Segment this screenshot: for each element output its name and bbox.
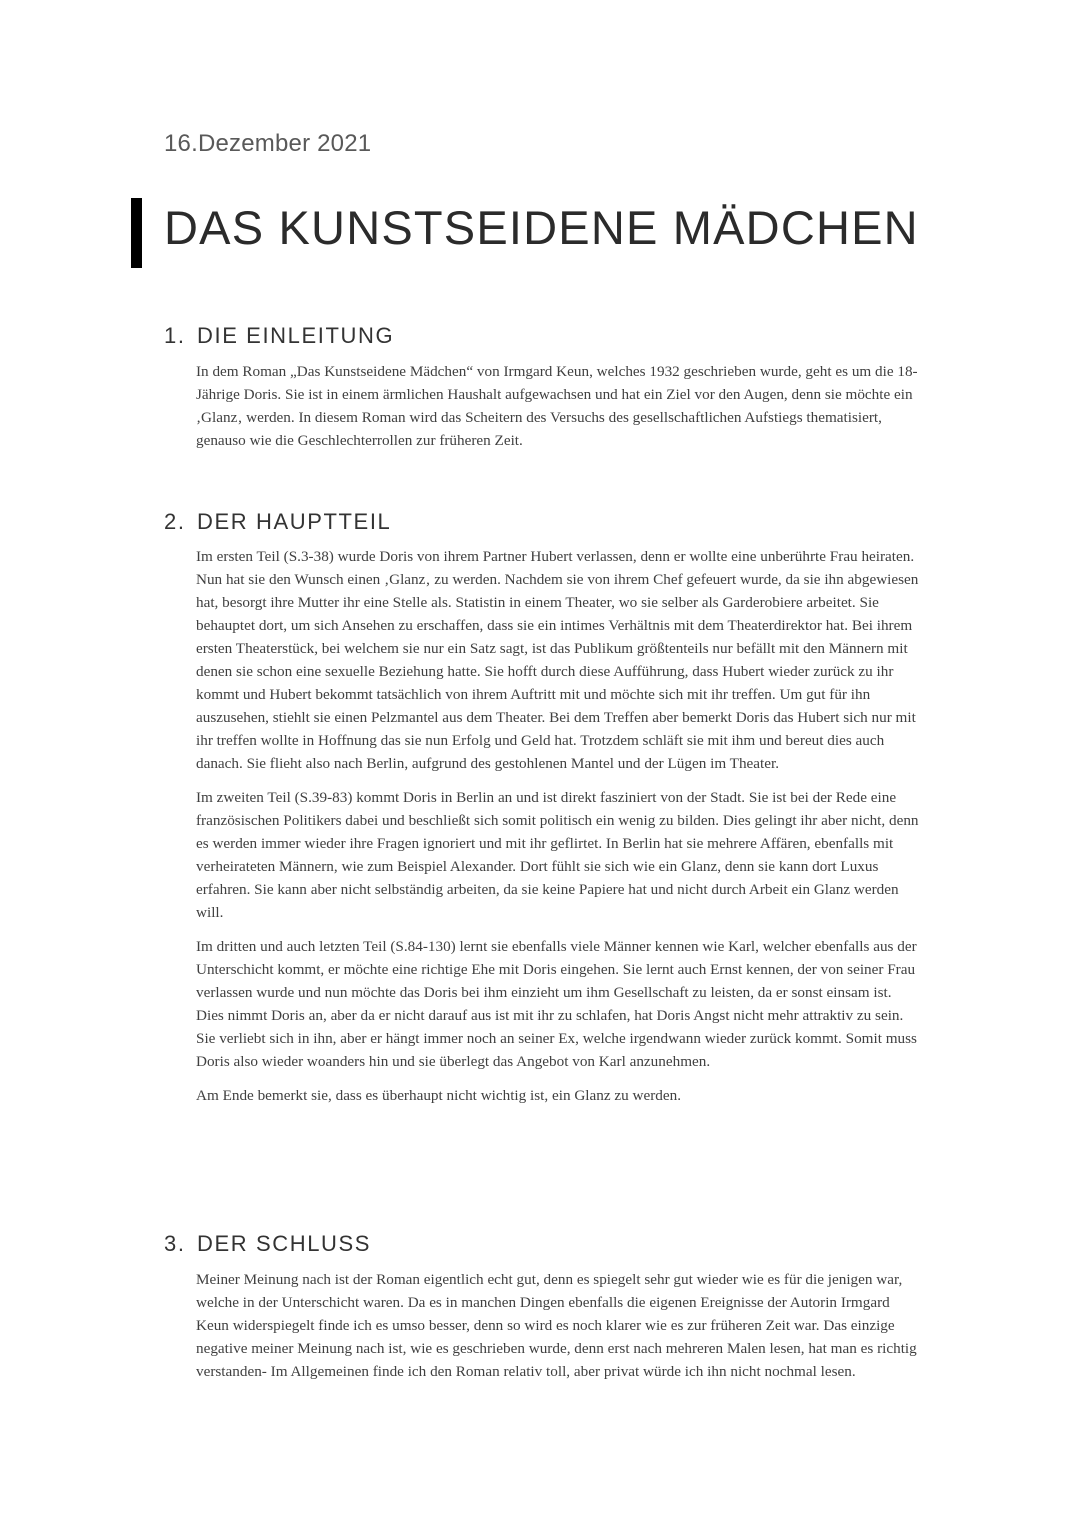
paragraph: Im dritten und auch letzten Teil (S.84-130) lernt sie ebenfalls viele Männer kennen wie Karl, welcher ebenfalls aus der Unterschicht kommt, er möchte eine richtige Ehe mit Doris eingehen. Sie lernt auch Ernst kennen, der von seiner Frau verlassen wurde und nun möchte das Doris bei ihm einzieht um ihm Gesellschaft zu leisten, da er sonst einsam ist. Dies nimmt Doris an, aber da er nicht darauf aus ist mit ihr zu schlafen, hat Doris Angst nicht mehr attraktiv zu sein. Sie verliebt sich in ihn, aber er hängt immer noch an seiner Ex, welche irgendwann wieder zurück kommt. Somit muss Doris also wieder woanders hin und sie überlegt das Angebot von Karl anzunehmen. xyxy=(196,938,917,1070)
section-heading-text: DER HAUPTTEIL xyxy=(197,509,392,534)
paragraph: Meiner Meinung nach ist der Roman eigentlich echt gut, denn es spiegelt sehr gut wieder wie es für die jenigen war, welche in der Unterschicht waren. Da es in manchen Dingen ebenfalls die eigenen Ereignisse der Autorin Irmgard Keun widerspiegelt finde ich es umso besser, denn so wird es noch klarer wie es zur früheren Zeit war. Das einzige negative meiner Meinung nach ist, wie es geschrieben wurde, denn erst nach mehreren Malen lesen, hat man es richtig verstanden- Im Allgemeinen finde ich den Roman relativ toll, aber privat würde ich ihn nicht nochmal lesen. xyxy=(196,1271,917,1380)
section-number: 1. xyxy=(164,323,186,348)
section-body-schluss xyxy=(196,1268,920,1394)
section-heading-einleitung xyxy=(164,323,394,349)
section-body-einleitung xyxy=(196,360,920,463)
section-number: 2. xyxy=(164,509,186,534)
section-heading-schluss xyxy=(164,1231,371,1257)
section-heading-text: DIE EINLEITUNG xyxy=(197,323,395,348)
paragraph: Am Ende bemerkt sie, dass es überhaupt nicht wichtig ist, ein Glanz zu werden. xyxy=(196,1087,682,1104)
document-date: 16.Dezember 2021 xyxy=(164,130,372,157)
document-title: DAS KUNSTSEIDENE MÄDCHEN xyxy=(164,201,919,254)
title-accent-bar xyxy=(131,198,142,268)
section-heading-hauptteil xyxy=(164,509,391,535)
paragraph: In dem Roman „Das Kunstseidene Mädchen“ von Irmgard Keun, welches 1932 geschrieben wurde, geht es um die 18-Jährige Doris. Sie ist in einem ärmlichen Haushalt aufgewachsen und hat ein Ziel vor den Augen, denn sie möchte ein ‚Glanz‚ werden. In diesem Roman wird das Scheitern des Versuchs des gesellschaftlichen Aufstiegs thematisiert, genauso wie die Geschlechterrollen zur früheren Zeit. xyxy=(196,363,918,449)
paragraph: Im ersten Teil (S.3-38) wurde Doris von ihrem Partner Hubert verlassen, denn er wollte eine unberührte Frau heiraten. Nun hat sie den Wunsch einen ‚Glanz‚ zu werden. Nachdem sie von ihrem Chef gefeuert wurde, da sie ihn abgewiesen hat, besorgt ihre Mutter ihr eine Stelle als. Statistin in einem Theater, wo sie selber als Garderobiere arbeitet. Sie behauptet dort, um sich Ansehen zu erschaffen, dass sie ein intimes Verhältnis mit dem Theaterdirektor hat. Bei ihrem ersten Theaterstück, bei welchem sie nur ein Satz sagt, ist das Publikum größtenteils nur befällt mit den Männern mit denen sie schon eine sexuelle Beziehung hatte. Sie hofft durch diese Aufführung, dass Hubert wieder zurück zu ihr kommt und Hubert bekommt tatsächlich von ihrem Auftritt mit und möchte sich mit ihr treffen. Um gut für ihn auszusehen, stiehlt sie einen Pelzmantel aus dem Theater. Bei dem Treffen aber bemerkt Doris das Hubert sich nur mit ihr treffen wollte in Hoffnung das sie nun Erfolg und Geld hat. Trotzdem schläft sie mit ihm und bereut dies auch danach. Sie flieht also nach Berlin, aufgrund des gestohlenen Mantel und der Lügen im Theater. xyxy=(196,548,919,772)
section-heading-text: DER SCHLUSS xyxy=(197,1231,372,1256)
paragraph: Im zweiten Teil (S.39-83) kommt Doris in Berlin an und ist direkt fasziniert von der Stadt. Sie ist bei der Rede eine französischen Politikers dabei und beschließt sich somit politisch ein wenig zu bilden. Dies gelingt ihr aber nicht, denn es werden immer wieder ihre Fragen ignoriert und mit ihr geflirtet. In Berlin hat sie mehrere Affären, ebenfalls mit verheirateten Männern, wie zum Beispiel Alexander. Dort fühlt sie sich wie ein Glanz, denn sie kann dort Luxus erfahren. Sie kann aber nicht selbständig arbeiten, da sie keine Papiere hat und nicht durch Arbeit ein Glanz werden will. xyxy=(196,789,919,921)
section-number: 3. xyxy=(164,1231,186,1256)
section-body-hauptteil xyxy=(196,545,920,1118)
